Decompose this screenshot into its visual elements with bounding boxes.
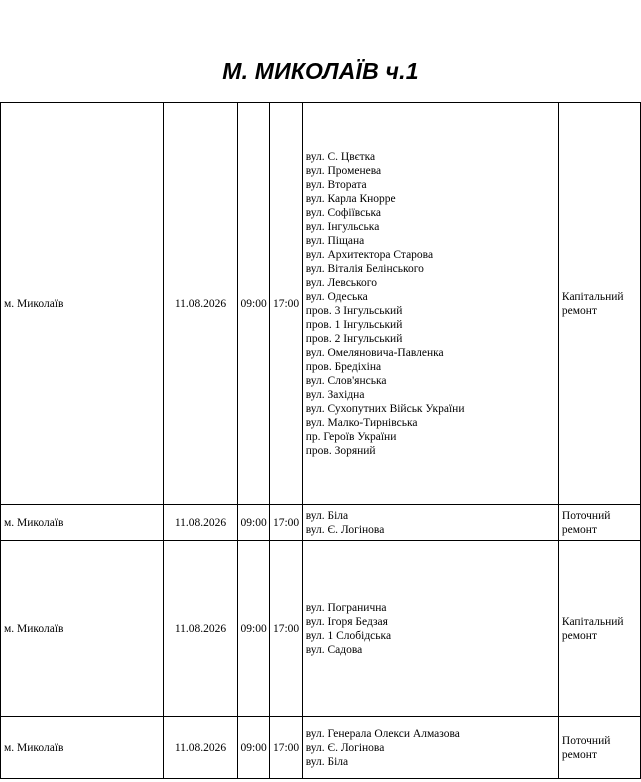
street-item: вул. Західна: [305, 388, 365, 401]
date-cell: 11.08.2026: [164, 505, 238, 541]
date-cell: 11.08.2026: [164, 103, 238, 505]
date-cell: 11.08.2026: [164, 541, 238, 717]
street-item: вул. С. Цвєтка: [305, 150, 376, 163]
street-item: вул. Ігоря Бедзая: [305, 615, 388, 628]
end-time-cell: 17:00: [270, 717, 302, 779]
end-time-cell: 17:00: [270, 505, 302, 541]
start-time-cell: 09:00: [237, 541, 269, 717]
start-time-cell: 09:00: [237, 505, 269, 541]
street-item: вул. 1 Слобідська: [305, 629, 392, 642]
street-item: вул. Садова: [305, 643, 363, 656]
street-item: вул. Одеська: [305, 290, 368, 303]
document-title: М. МИКОЛАЇВ ч.1: [222, 58, 419, 84]
street-item: вул. Карла Кнорре: [305, 192, 396, 205]
table-row: [1, 717, 641, 779]
date-cell: 11.08.2026: [164, 717, 238, 779]
street-item: пр. Героїв України: [305, 430, 397, 443]
work-type-cell: Поточний ремонт: [558, 717, 640, 779]
street-item: пров. 3 Інгульський: [305, 304, 403, 317]
street-item: вул. Втората: [305, 178, 367, 191]
street-item: вул. Омеляновича-Павленка: [305, 346, 444, 359]
street-item: вул. Сухопутних Військ України: [305, 402, 465, 415]
street-item: вул. Є. Логінова: [305, 523, 385, 536]
street-item: вул. Софіївська: [305, 206, 381, 219]
table-row: [1, 505, 641, 541]
street-item: пров. 1 Інгульський: [305, 318, 403, 331]
start-time-cell: 09:00: [237, 717, 269, 779]
street-item: вул. Генерала Олекси Алмазова: [305, 727, 460, 740]
street-item: вул. Променева: [305, 164, 382, 177]
streets-cell: [302, 717, 558, 779]
start-time-cell: 09:00: [237, 103, 269, 505]
street-item: вул. Погранична: [305, 601, 387, 614]
street-item: вул. Левського: [305, 276, 377, 289]
end-time-cell: 17:00: [270, 103, 302, 505]
street-item: вул. Віталія Белінського: [305, 262, 424, 275]
street-item: вул. Малко-Тирнівська: [305, 416, 418, 429]
end-time-cell: 17:00: [270, 541, 302, 717]
outage-schedule-table: [0, 102, 641, 779]
city-cell: м. Миколаїв: [1, 717, 164, 779]
city-cell: м. Миколаїв: [1, 541, 164, 717]
streets-cell: [302, 541, 558, 717]
work-type-cell: Капітальний ремонт: [558, 541, 640, 717]
table-row: [1, 541, 641, 717]
street-item: пров. 2 Інгульський: [305, 332, 403, 345]
city-cell: м. Миколаїв: [1, 103, 164, 505]
work-type-cell: Поточний ремонт: [558, 505, 640, 541]
street-item: вул. Біла: [305, 755, 349, 768]
table-row: [1, 103, 641, 505]
street-item: пров. Бредіхіна: [305, 360, 382, 373]
street-item: вул. Піщана: [305, 234, 365, 247]
street-item: вул. Архитектора Старова: [305, 248, 434, 261]
street-item: вул. Біла: [305, 509, 349, 522]
streets-cell: [302, 505, 558, 541]
city-cell: м. Миколаїв: [1, 505, 164, 541]
street-item: пров. Зоряний: [305, 444, 376, 457]
street-item: вул. Слов'янська: [305, 374, 387, 387]
work-type-cell: Капітальний ремонт: [558, 103, 640, 505]
street-item: вул. Інгульська: [305, 220, 380, 233]
streets-cell: [302, 103, 558, 505]
street-item: вул. Є. Логінова: [305, 741, 385, 754]
